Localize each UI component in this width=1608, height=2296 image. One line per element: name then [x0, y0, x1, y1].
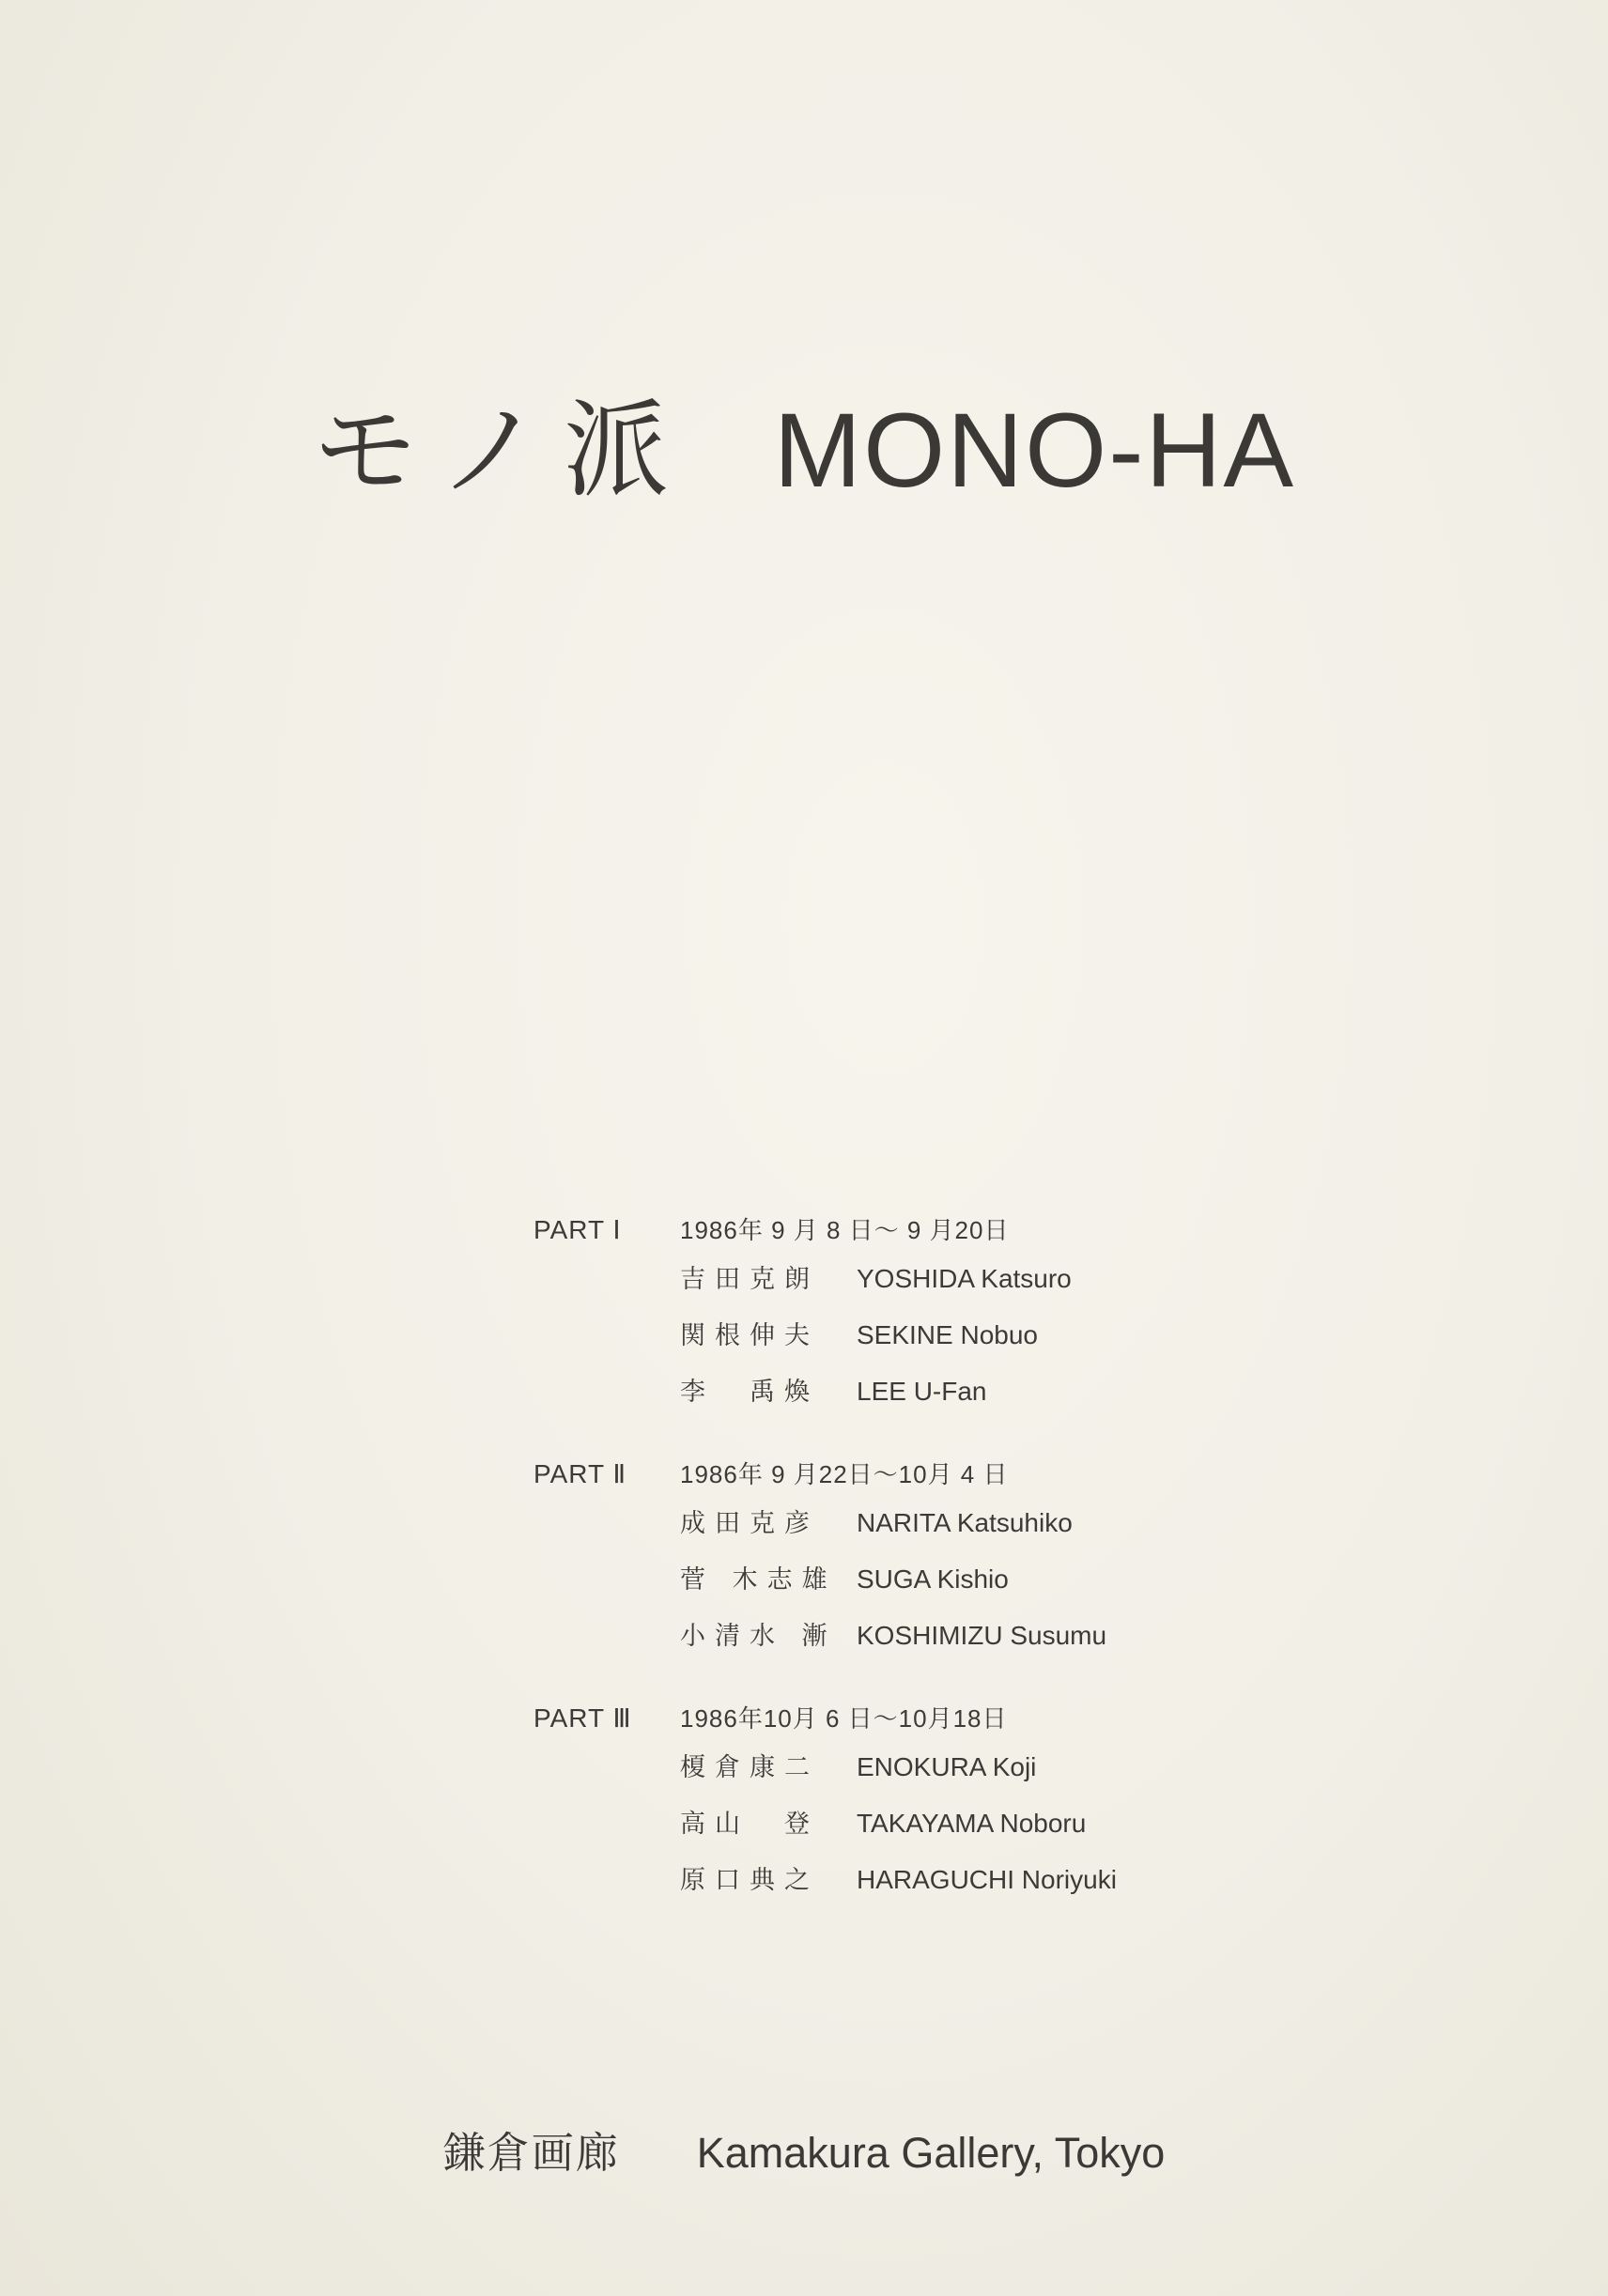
artist-row — [533, 1739, 1191, 1795]
part-3 — [533, 1698, 1191, 1908]
artist-row — [533, 1495, 1191, 1551]
artist-row — [533, 1364, 1191, 1420]
page-title — [0, 390, 1608, 512]
artist-name-japanese: 李 禹煥 — [680, 1378, 819, 1407]
artist-name-japanese: 高山 登 — [680, 1810, 819, 1839]
artist-row — [533, 1551, 1191, 1608]
part-label: PART Ⅱ — [533, 1459, 627, 1488]
artist-name-english: NARITA Katsuhiko — [857, 1508, 1073, 1537]
artist-name-english: SUGA Kishio — [857, 1564, 1009, 1594]
artist-name-japanese: 原口典之 — [680, 1866, 819, 1895]
part-header — [533, 1454, 1191, 1495]
artist-name-japanese: 菅 木志雄 — [680, 1565, 837, 1595]
part-dates: 1986年 9 月22日～10月 4 日 — [680, 1460, 1009, 1488]
gallery-name-japanese: 鎌倉画廊 — [442, 2128, 620, 2178]
part-dates: 1986年10月 6 日～10月18日 — [680, 1704, 1008, 1733]
artist-name-english: HARAGUCHI Noriyuki — [857, 1865, 1117, 1894]
part-header — [533, 1210, 1191, 1251]
artist-name-english: ENOKURA Koji — [857, 1752, 1037, 1781]
artist-row — [533, 1608, 1191, 1664]
part-dates: 1986年 9 月 8 日～ 9 月20日 — [680, 1216, 1010, 1244]
part-1 — [533, 1210, 1191, 1420]
artist-row — [533, 1251, 1191, 1307]
artist-name-japanese: 小清水 漸 — [680, 1622, 837, 1651]
artist-name-english: TAKAYAMA Noboru — [857, 1809, 1087, 1838]
artist-name-japanese: 吉田克朗 — [680, 1265, 819, 1294]
artist-name-japanese: 成田克彦 — [680, 1509, 819, 1538]
gallery-name-english: Kamakura Gallery, Tokyo — [696, 2129, 1166, 2177]
part-header — [533, 1698, 1191, 1739]
artist-row — [533, 1307, 1191, 1364]
artist-name-english: SEKINE Nobuo — [857, 1320, 1038, 1349]
gallery-footer — [0, 2125, 1608, 2181]
part-label: PART Ⅰ — [533, 1215, 622, 1244]
artist-name-english: LEE U-Fan — [857, 1377, 987, 1406]
part-2 — [533, 1454, 1191, 1664]
title-japanese: モノ派 — [312, 390, 689, 512]
title-english: MONO-HA — [773, 392, 1296, 509]
artist-name-japanese: 関根伸夫 — [680, 1321, 819, 1350]
artist-row — [533, 1795, 1191, 1852]
artist-name-japanese: 榎倉康二 — [680, 1753, 819, 1782]
part-label: PART Ⅲ — [533, 1703, 632, 1733]
artist-row — [533, 1852, 1191, 1908]
artist-name-english: KOSHIMIZU Susumu — [857, 1621, 1107, 1650]
exhibition-schedule — [533, 1210, 1191, 1908]
artist-name-english: YOSHIDA Katsuro — [857, 1264, 1072, 1293]
